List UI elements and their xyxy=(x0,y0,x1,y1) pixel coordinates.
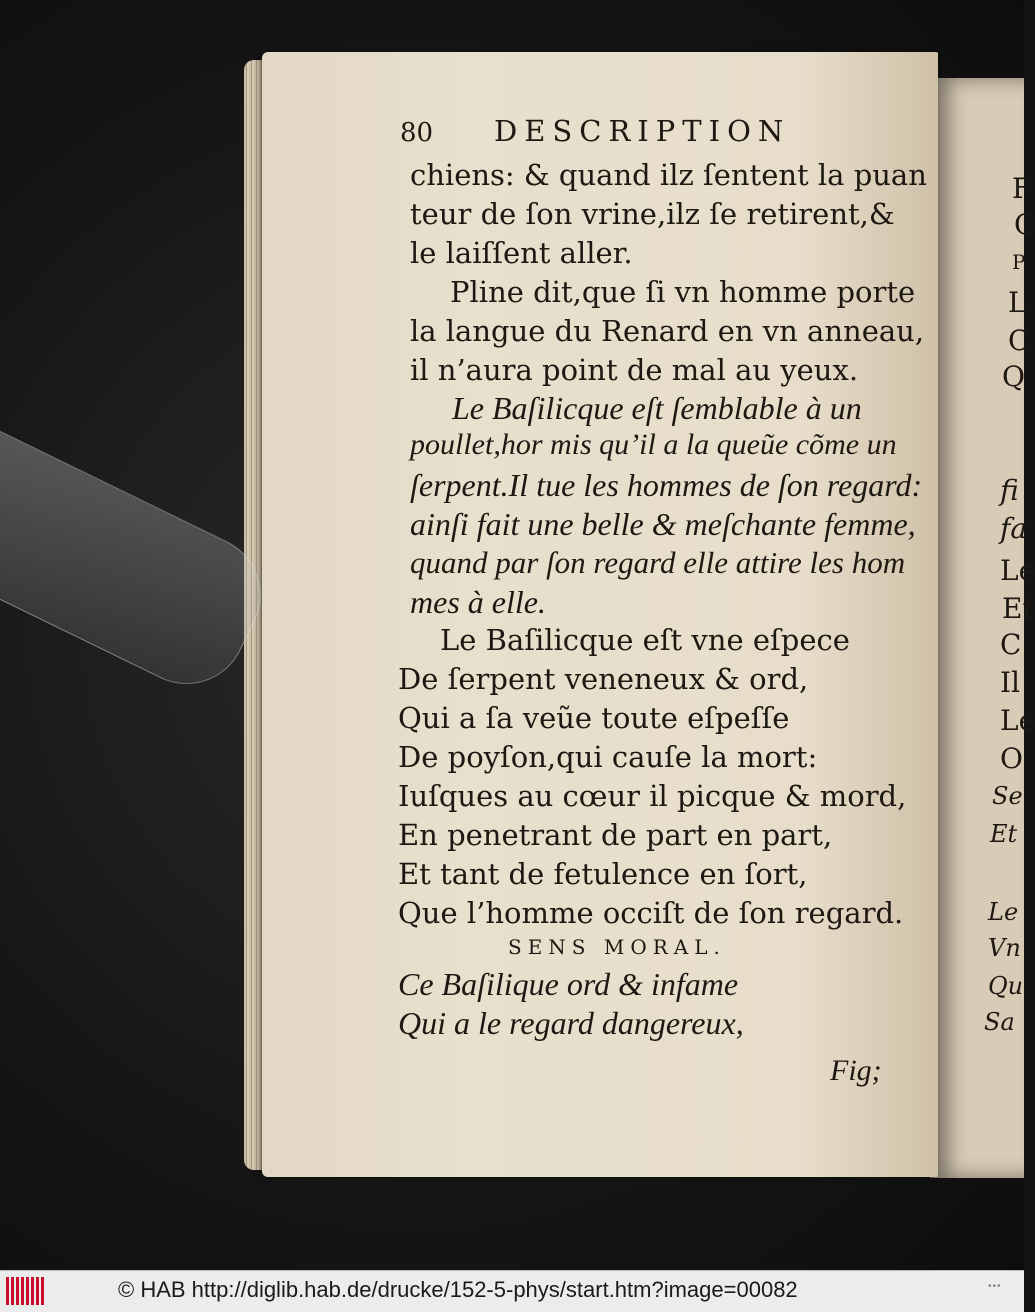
body-line: teur de ſon vrine,ilz ſe retirent,& xyxy=(410,197,895,231)
facing-fragment: Q xyxy=(1002,360,1025,393)
facing-fragment: Le xyxy=(1000,704,1035,737)
verse-line: Iuſques au cœur il picque & mord, xyxy=(398,779,907,813)
facing-fragment: C xyxy=(1014,208,1035,241)
facing-fragment: Il xyxy=(1000,666,1021,699)
footer-dots: ••• xyxy=(988,1281,1002,1292)
facing-fragment: fi xyxy=(1000,474,1019,507)
facing-fragment: Sa xyxy=(984,1008,1015,1036)
facing-fragment: Le xyxy=(988,898,1019,926)
italic-line: Le Baſilicque eſt ſemblable à un xyxy=(452,390,862,426)
moral-heading: SENS MORAL. xyxy=(508,935,726,959)
facing-page xyxy=(930,78,1035,1178)
verse-line: Le Baſilicque eſt vne eſpece xyxy=(440,623,850,657)
facing-fragment: P xyxy=(1012,250,1026,274)
body-line: chiens: & quand ilz ſentent la puan xyxy=(410,158,927,192)
italic-line: ſerpent.Il tue les hommes de ſon regard: xyxy=(410,467,923,503)
verse-line: Que l’homme occiſt de ſon regard. xyxy=(398,896,904,930)
footer-credit: © HAB http://diglib.hab.de/drucke/152-5-phys/start.htm?image=00082 xyxy=(118,1277,798,1302)
facing-fragment: Et xyxy=(990,820,1018,848)
catchword: Fig; xyxy=(830,1054,882,1087)
body-line: la langue du Renard en vn anneau, xyxy=(410,314,925,348)
italic-line: mes à elle. xyxy=(410,584,546,620)
facing-fragment: Vn xyxy=(988,934,1021,962)
facing-fragment: L xyxy=(1008,286,1027,319)
facing-fragment: Qu xyxy=(988,972,1024,1000)
verse-line: De ſerpent veneneux & ord, xyxy=(398,662,809,696)
body-line: Pline dit,que ſi vn homme porte xyxy=(450,275,916,309)
italic-line: ainſi fait une belle & meſchante femme, xyxy=(410,506,916,542)
facing-fragment: O xyxy=(1000,742,1023,775)
facing-fragment: Se xyxy=(992,782,1023,810)
footer-bar xyxy=(0,1270,1024,1312)
body-line: le laiſſent aller. xyxy=(410,236,633,270)
moral-line: Qui a le regard dangereux, xyxy=(398,1005,744,1041)
moral-line: Ce Baſilique ord & infame xyxy=(398,966,739,1002)
verse-line: Qui a ſa veũe toute eſpeſſe xyxy=(398,701,790,735)
page-number: 80 xyxy=(400,118,434,148)
running-title: DESCRIPTION xyxy=(494,114,791,148)
verse-line: En penetrant de part en part, xyxy=(398,818,833,852)
page-header xyxy=(400,114,860,154)
italic-line: poullet,hor mis qu’il a la queũe cõme un xyxy=(410,428,897,461)
hab-logo-icon xyxy=(6,1277,44,1305)
facing-fragment: fa xyxy=(1000,512,1028,545)
verse-line: De poyſon,qui cauſe la mort: xyxy=(398,740,818,774)
verse-line: Et tant de fetulence en ſort, xyxy=(398,857,808,891)
italic-line: quand par ſon regard elle attire les hom xyxy=(410,545,906,580)
facing-fragment: C xyxy=(1008,324,1030,357)
facing-fragment: Le xyxy=(1000,554,1035,587)
facing-fragment: Et xyxy=(1002,592,1034,625)
facing-fragment: C xyxy=(1000,628,1022,661)
facing-fragment: F xyxy=(1012,172,1032,205)
body-line: il n’aura point de mal au yeux. xyxy=(410,353,859,387)
